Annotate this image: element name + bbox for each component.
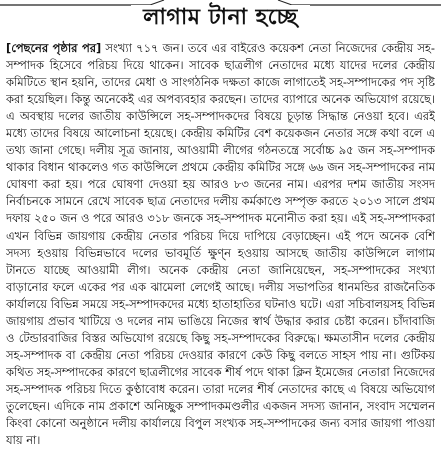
headline-text: লাগাম টানা হচ্ছে	[131, 5, 310, 30]
headline	[0, 4, 441, 32]
article-body	[6, 40, 435, 448]
article-text: সংখ্যা ৭১৭ জন। তবে এর বাইরেও কয়েকশ নেতা নিজেদের কেন্দ্রীয় সহ-সম্পাদক হিসেবে পরিচয় দিয়ে থাকেন। সাবেক ছাত্রলীগ নেতাদের মধ্যে যাদের দলের কেন্দ্রীয় কমিটিতে স্থান হয়নি, তাদের মেধা ও সাংগঠনিক দক্ষতা কাজে লাগাতেই সহ-সম্পাদকের পদ সৃষ্টি করা হয়েছিল। কিন্তু অনেকেই এর অপব্যবহার করছেন। তাদের ব্যাপারে অনেক অভিযোগ রয়েছে। এ অবস্থায় দলের জাতীয় কাউন্সিলে সহ-সম্পাদকদের বিষয়ে চূড়ান্ত সিদ্ধান্ত নেওয়া হবে। এরই মধ্যে তাদের বিষয়ে আলোচনা হয়েছে। কেন্দ্রীয় কমিটির বেশ কয়েকজন নেতার সঙ্গে কথা বলে এ তথ্য জানা গেছে। দলীয় সূত্র জানায়, আওয়ামী লীগের গঠনতন্ত্রে সর্বোচ্চ ৯৫ জন সহ-সম্পাদক থাকার বিধান থাকলেও গত কাউন্সিলে প্রথমে কেন্দ্রীয় কমিটির সঙ্গে ৬৬ জন সহ-সম্পাদকের নাম ঘোষণা করা হয়। পরে ঘোষণা দেওয়া হয় আরও ৮৩ জনের নাম। এরপর দশম জাতীয় সংসদ নির্বাচনকে সামনে রেখে সাবেক ছাত্র নেতাদের দলীয় কর্মকাণ্ডে সম্পৃক্ত করতে ২০১৩ সালে প্রথম দফায় ২৫০ জন ও পরে আরও ৩১৮ জনকে সহ-সম্পাদক মনোনীত করা হয়। এই সহ-সম্পাদকরা এখন বিভিন্ন জায়গায় কেন্দ্রীয় নেতার পরিচয় দিয়ে দাপিয়ে বেড়াচ্ছেন। এই পদে অনেক বেশি সদস্য হওয়ায় বিভিন্নভাবে দলের ভাবমূর্তি ক্ষুণ্ন হওয়ায় আসছে জাতীয় কাউন্সিলে লাগাম টানতে যাচ্ছে আওয়ামী লীগ। অনেক কেন্দ্রীয় নেতা জানিয়েছেন, সহ-সম্পাদকের সংখ্যা বাড়ানোর ফলে একের পর এক ঝামেলা লেগেই আছে। দলীয় সভাপতির ধানমন্ডির রাজনৈতিক কার্যালয়ে বিভিন্ন সময়ে সহ-সম্পাদকদের মধ্যে হাতাহাতির ঘটনাও ঘটে। এরা সচিবালয়সহ বিভিন্ন জায়গায় প্রভাব খাটিয়ে ও দলের নাম ভাঙিয়ে নিজের স্বার্থ উদ্ধার করার চেষ্টা করেন। চাঁদাবাজি ও টেন্ডারবাজির বিস্তর অভিযোগ রয়েছে কিছু সহ-সম্পাদকের বিরুদ্ধে। ক্ষমতাসীন দলের কেন্দ্রীয় সহ-সম্পাদক বা কেন্দ্রীয় নেতা পরিচয় দেওয়ার কারণে কেউ কিছু বলতে সাহস পায় না। গুটিকয় কথিত সহ-সম্পাদকের কারণে ছাত্রলীগের সাবেক শীর্ষ পদে থাকা ক্লিন ইমেজের নেতারা নিজেদের সহ-সম্পাদক পরিচয় দিতে কুণ্ঠাবোধ করেন। তারা দলের শীর্ষ নেতাদের কাছে এ বিষয়ে অভিযোগ তুলেছেন। এদিকে নাম প্রকাশে অনিচ্ছুক সম্পাদকমণ্ডলীর একজন সদস্য জানান, সংবাদ সম্মেলন কিংবা কোনো অনুষ্ঠানে দলীয় কার্যালয়ে বিপুল সংখ্যক সহ-সম্পাদকের জন্য বসার জায়গা পাওয়া যায় না।	[6, 41, 435, 448]
continued-from-label: [পেছনের পৃষ্ঠার পর]	[6, 41, 102, 55]
